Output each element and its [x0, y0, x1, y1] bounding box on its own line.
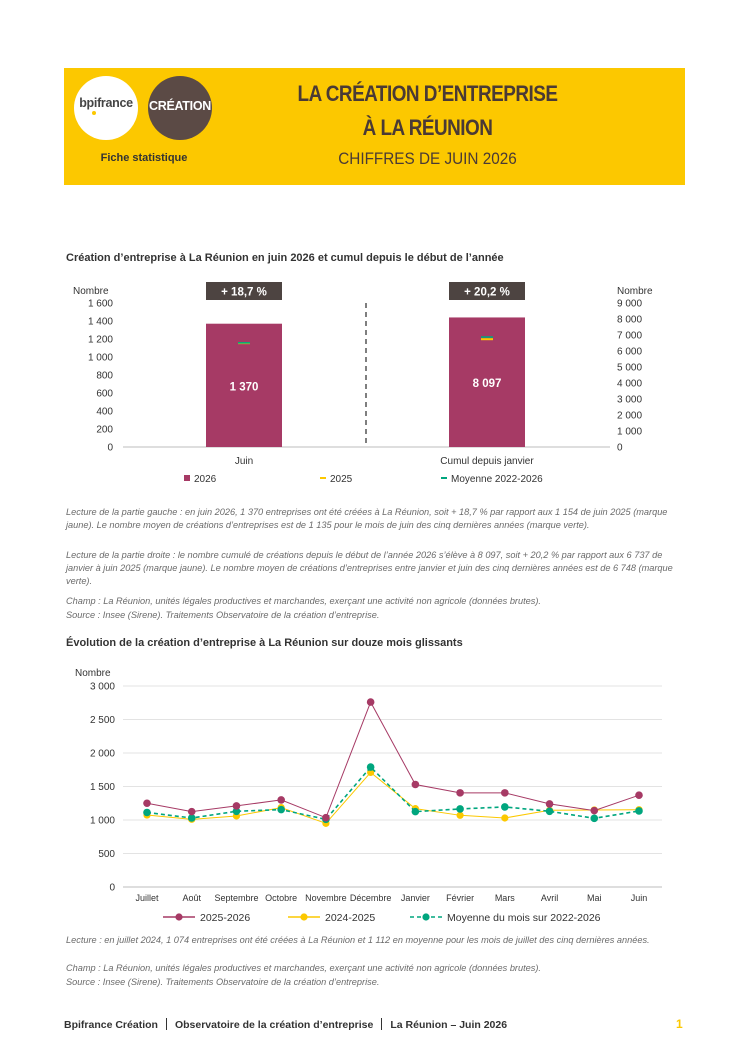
series-line-2	[147, 767, 639, 819]
line-y-tick-label: 0	[109, 882, 115, 894]
bar-chart	[0, 275, 750, 495]
footer-separator	[166, 1018, 167, 1030]
data-point-series-2	[412, 808, 420, 816]
page-number: 1	[676, 1017, 683, 1031]
data-point-series-0	[322, 814, 330, 822]
bar-category-label: Juin	[234, 456, 254, 467]
section2-note-2: Champ : La Réunion, unités légales productives et marchandes, exerçant une activité non agricole (données brutes).	[66, 963, 541, 973]
line-x-tick-label: Mars	[494, 893, 515, 903]
legend-swatch-2026	[184, 475, 190, 481]
bar-right-tick-label: 8 000	[617, 314, 643, 326]
line-y-tick-label: 2 500	[89, 715, 115, 726]
line-chart-x-labels	[135, 893, 647, 903]
bar-chart-right-ylabel: Nombre	[617, 286, 653, 297]
bar-chart-left-ylabel: Nombre	[73, 286, 109, 297]
bar-value-label: 1 370	[229, 381, 259, 394]
line-x-tick-label: Août	[182, 893, 201, 903]
data-point-series-2	[501, 803, 509, 811]
page-footer	[64, 1018, 507, 1031]
section1-note-1: Lecture de la partie gauche : en juin 2026, 1 370 entreprises ont été créées à La Réunion, soit + 18,7 % par rapport aux 1 154 de juin 2025 (marque jaune). Le nombre moyen de créations d’entreprises est de 1 135 pour le mois de juin des cinq dernières années (marque verte).	[66, 507, 668, 530]
bar-right-tick-label: 5 000	[617, 362, 643, 374]
legend-marker-1	[300, 913, 307, 920]
bar-right-tick-label: 6 000	[617, 346, 643, 358]
bar-value-label: 8 097	[472, 378, 502, 391]
data-point-series-2	[143, 809, 151, 817]
footer-observatoire: Observatoire de la création d’entreprise	[174, 1019, 374, 1031]
bar-category-label: Cumul depuis janvier	[440, 456, 534, 467]
line-y-tick-label: 1 000	[89, 815, 115, 827]
data-point-series-2	[590, 815, 598, 823]
section2-title: Évolution de la création d’entreprise à La Réunion sur douze mois glissants	[66, 637, 463, 649]
page-title-line1: LA CRÉATION D’ENTREPRISE	[297, 81, 558, 106]
growth-badge-label: + 20,2 %	[464, 286, 510, 299]
line-x-tick-label: Décembre	[349, 893, 392, 903]
bar-chart-legend	[184, 474, 543, 485]
bar-right-tick-label: 7 000	[617, 330, 643, 342]
section2-note-3: Source : Insee (Sirene). Traitements Observatoire de la création d’entreprise.	[66, 977, 380, 987]
bar-chart-marks	[206, 282, 534, 467]
line-chart-grid	[90, 682, 662, 894]
bar-right-tick-label: 9 000	[617, 298, 643, 310]
line-y-tick-label: 500	[98, 849, 115, 860]
line-chart-series	[143, 698, 643, 827]
data-point-series-0	[412, 781, 420, 789]
legend-label-2026: 2026	[194, 474, 217, 485]
line-y-tick-label: 3 000	[89, 681, 115, 693]
data-point-series-0	[277, 796, 285, 804]
data-point-series-2	[277, 806, 285, 814]
line-x-tick-label: Janvier	[400, 893, 430, 903]
bar-chart-right-axis	[617, 299, 642, 454]
data-point-series-0	[188, 808, 196, 816]
bar-left-tick-label: 400	[96, 406, 113, 418]
section2-note-1: Lecture : en juillet 2024, 1 074 entreprises ont été créées à La Réunion et 1 112 en moyenne pour les mois de juillet des cinq dernières années.	[66, 935, 650, 945]
creation-logo-text: CRÉATION	[149, 99, 211, 113]
bar-right-tick-label: 2 000	[617, 410, 643, 422]
data-point-series-0	[456, 789, 464, 797]
line-x-tick-label: Février	[446, 893, 475, 903]
footer-brand: Bpifrance Création	[64, 1019, 158, 1031]
data-point-series-2	[456, 805, 464, 813]
line-chart-ylabel: Nombre	[75, 668, 111, 679]
data-point-series-2	[367, 763, 375, 771]
bar-left-tick-label: 1 200	[87, 334, 113, 346]
series-line-1	[147, 772, 639, 823]
line-chart	[0, 660, 750, 930]
data-point-series-0	[501, 789, 509, 797]
data-point-series-0	[143, 799, 151, 807]
legend-label-2: Moyenne du mois sur 2022-2026	[447, 912, 601, 924]
line-y-tick-label: 2 000	[89, 748, 115, 760]
data-point-series-2	[635, 807, 643, 815]
bar-left-tick-label: 1 600	[87, 298, 113, 310]
legend-label-2025: 2025	[330, 474, 353, 485]
section1-note-3: Champ : La Réunion, unités légales productives et marchandes, exerçant une activité non agricole (données brutes).	[66, 596, 541, 606]
data-point-series-1	[456, 812, 463, 819]
bar-chart-left-axis	[88, 299, 113, 454]
line-x-tick-label: Novembre	[305, 893, 347, 903]
data-point-series-1	[501, 814, 508, 821]
bar-left-tick-label: 1 400	[87, 316, 113, 328]
section1-note-4: Source : Insee (Sirene). Traitements Observatoire de la création d’entreprise.	[66, 610, 380, 620]
section1-title: Création d’entreprise à La Réunion en juin 2026 et cumul depuis le début de l’année	[66, 252, 504, 264]
page-title-line2: À LA RÉUNION	[362, 115, 493, 140]
section1-note-2: Lecture de la partie droite : le nombre cumulé de créations depuis le début de l’année 2026 s’élève à 8 097, soit + 20,2 % par rapport aux 6 737 de janvier à juin 2025 (marque jaune). Le nombre moyen de créations d’entreprises entre janvier et juin des cinq dernières années est de 6 748 (marque verte).	[66, 550, 673, 586]
data-point-series-2	[546, 807, 554, 815]
bar-right-tick-label: 1 000	[617, 426, 643, 438]
line-x-tick-label: Avril	[540, 893, 559, 903]
legend-label-1: 2024-2025	[325, 912, 376, 924]
page-subtitle: CHIFFRES DE JUIN 2026	[338, 149, 517, 168]
bar-left-tick-label: 600	[96, 388, 113, 400]
bar-left-tick-label: 800	[96, 370, 113, 382]
footer-separator	[381, 1018, 382, 1030]
bar-right-tick-label: 0	[617, 442, 623, 454]
line-x-tick-label: Septembre	[214, 893, 259, 903]
line-x-tick-label: Juillet	[135, 893, 159, 903]
bar-left-tick-label: 1 000	[87, 352, 113, 364]
data-point-series-0	[233, 802, 241, 810]
line-y-tick-label: 1 500	[89, 782, 115, 793]
line-x-tick-label: Juin	[630, 893, 648, 903]
data-point-series-0	[546, 800, 554, 808]
legend-marker-0	[175, 913, 182, 920]
data-point-series-0	[635, 791, 643, 799]
bar-right-tick-label: 3 000	[617, 394, 643, 406]
bar-left-tick-label: 0	[107, 442, 113, 454]
data-point-series-0	[367, 698, 375, 706]
data-point-series-0	[590, 807, 598, 815]
legend-label-moyenne: Moyenne 2022-2026	[451, 474, 543, 485]
legend-label-0: 2025-2026	[200, 912, 251, 924]
bpifrance-logo-dot	[92, 111, 96, 115]
line-chart-legend	[163, 912, 601, 924]
bar-left-tick-label: 200	[96, 424, 113, 436]
legend-marker-2	[422, 913, 429, 920]
bpifrance-logo-text: bpifrance	[79, 96, 133, 110]
footer-region-date: La Réunion – Juin 2026	[390, 1019, 508, 1031]
bar-right-tick-label: 4 000	[617, 378, 643, 390]
line-x-tick-label: Mai	[587, 893, 602, 903]
growth-badge-label: + 18,7 %	[221, 286, 267, 299]
line-x-tick-label: Octobre	[265, 893, 298, 903]
fiche-label: Fiche statistique	[100, 152, 188, 164]
